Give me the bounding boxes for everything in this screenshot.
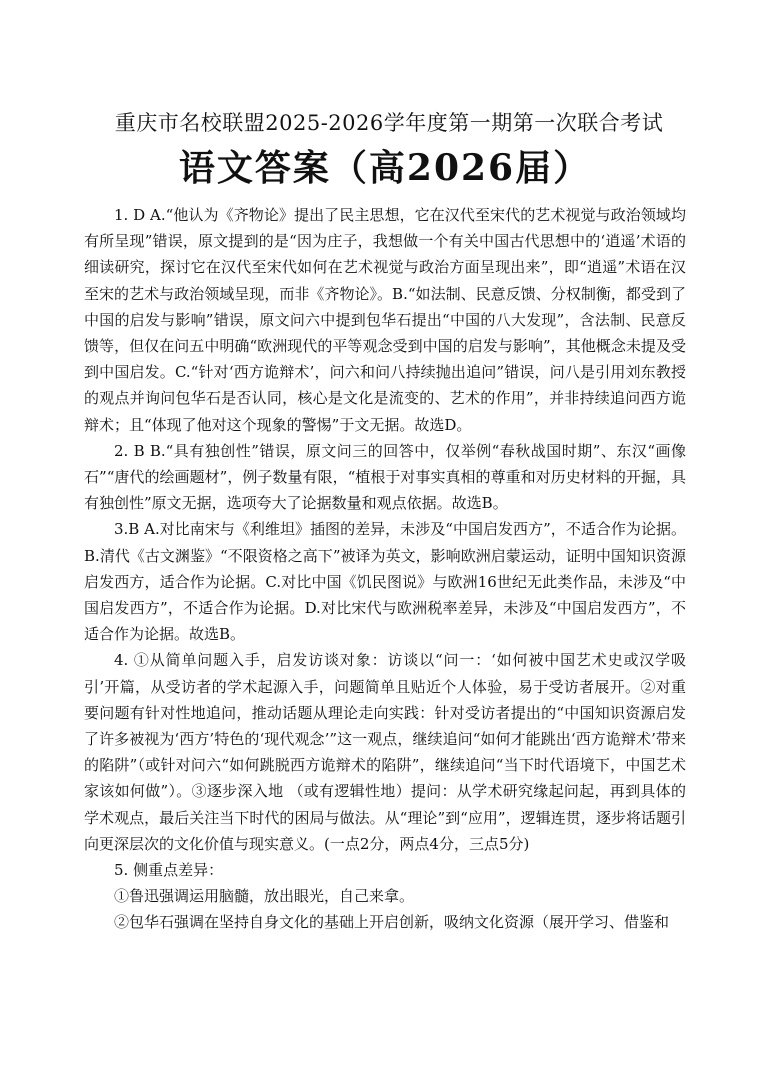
answer-2: 2. B B.“具有独创性”错误，原文问三的回答中，仅举例“春秋战国时期”、东汉“画像石”“唐代的绘画题材”，例子数量有限，“植根于对事实真相的尊重和对历史材料的开掘，具有独创性”原文无据，选项夸大了论据数量和观点依据。故选B。: [84, 441, 686, 513]
answer-5-point-2: ②包华石强调在坚持自身文化的基础上开启创新，吸纳文化资源（展开学习、借鉴和: [114, 913, 670, 932]
answer-4: 4. ①从简单问题入手，启发访谈对象：访谈以“问一：‘如何被中国艺术史或汉学吸引’开篇，从受访者的学术起源入手，问题简单且贴近个人体验，易于受访者展开。②对重要问题有针对性地追问，推动话题从理论走向实践：针对受访者提出的“中国知识资源启发了许多被视为‘西方’特色的‘现代观念’”这一观点，继续追问“如何才能跳出‘西方诡辩术’带来的陷阱”（或针对问六“如何跳脱西方诡辩术的陷阱”，继续追问“当下时代语境下，中国艺术家该如何做”）。③逐步深入地 （或有逻辑性地）提问：从学术研究缘起问起，再到具体的学术观点，最后关注当下时代的困局与做法。从“理论”到“应用”，逻辑连贯，逐步将话题引向更深层次的文化价值与现实意义。(一点2分，两点4分，三点5分): [84, 651, 686, 853]
answer-key-title: 语文答案（高2026届）: [178, 147, 592, 189]
answer-1: 1. D A.“他认为《齐物论》提出了民主思想，它在汉代至宋代的艺术视觉与政治领域均有所呈现”错误，原文提到的是“因为庄子，我想做一个有关中国古代思想中的‘逍遥’术语的细读研究，探讨它在汉代至宋代如何在艺术视觉与政治方面呈现出来”，即“逍遥”术语在汉至宋的艺术与政治领域呈现，而非《齐物论》。B.“如法制、民意反馈、分权制衡，都受到了中国的启发与影响”错误，原文问六中提到包华石提出“中国的八大发现”，含法制、民意反馈等，但仅在问五中明确“欧洲现代的平等观念受到中国的启发与影响”，其他概念未提及受到中国启发。C.“针对‘西方诡辩术’，问六和问八持续抛出追问”错误，问八是引用刘东教授的观点并询问包华石是否认同，核心是文化是流变的、艺术的作用”，并非持续追问西方诡辩术；且“体现了他对这个现象的警惕”于文无据。故选D。: [84, 206, 686, 434]
answer-5-heading: 5. 侧重点差异：: [114, 861, 224, 880]
answer-5-point-1: ①鲁迅强调运用脑髓，放出眼光，自己来拿。: [114, 887, 415, 906]
exam-title: 重庆市名校联盟2025-2026学年度第一期第一次联合考试: [114, 111, 664, 135]
answer-3: 3.B A.对比南宋与《利维坦》插图的差异，未涉及“中国启发西方”，不适合作为论据。B.清代《古文渊鉴》“不限资格之高下”被译为英文，影响欧洲启蒙运动，证明中国知识资源启发西方，适合作为论据。C.对比中国《饥民图说》与欧洲16世纪无此类作品，未涉及“中国启发西方”，不适合作为论据。D.对比宋代与欧洲税率差异，未涉及“中国启发西方”，不适合作为论据。故选B。: [84, 520, 686, 644]
